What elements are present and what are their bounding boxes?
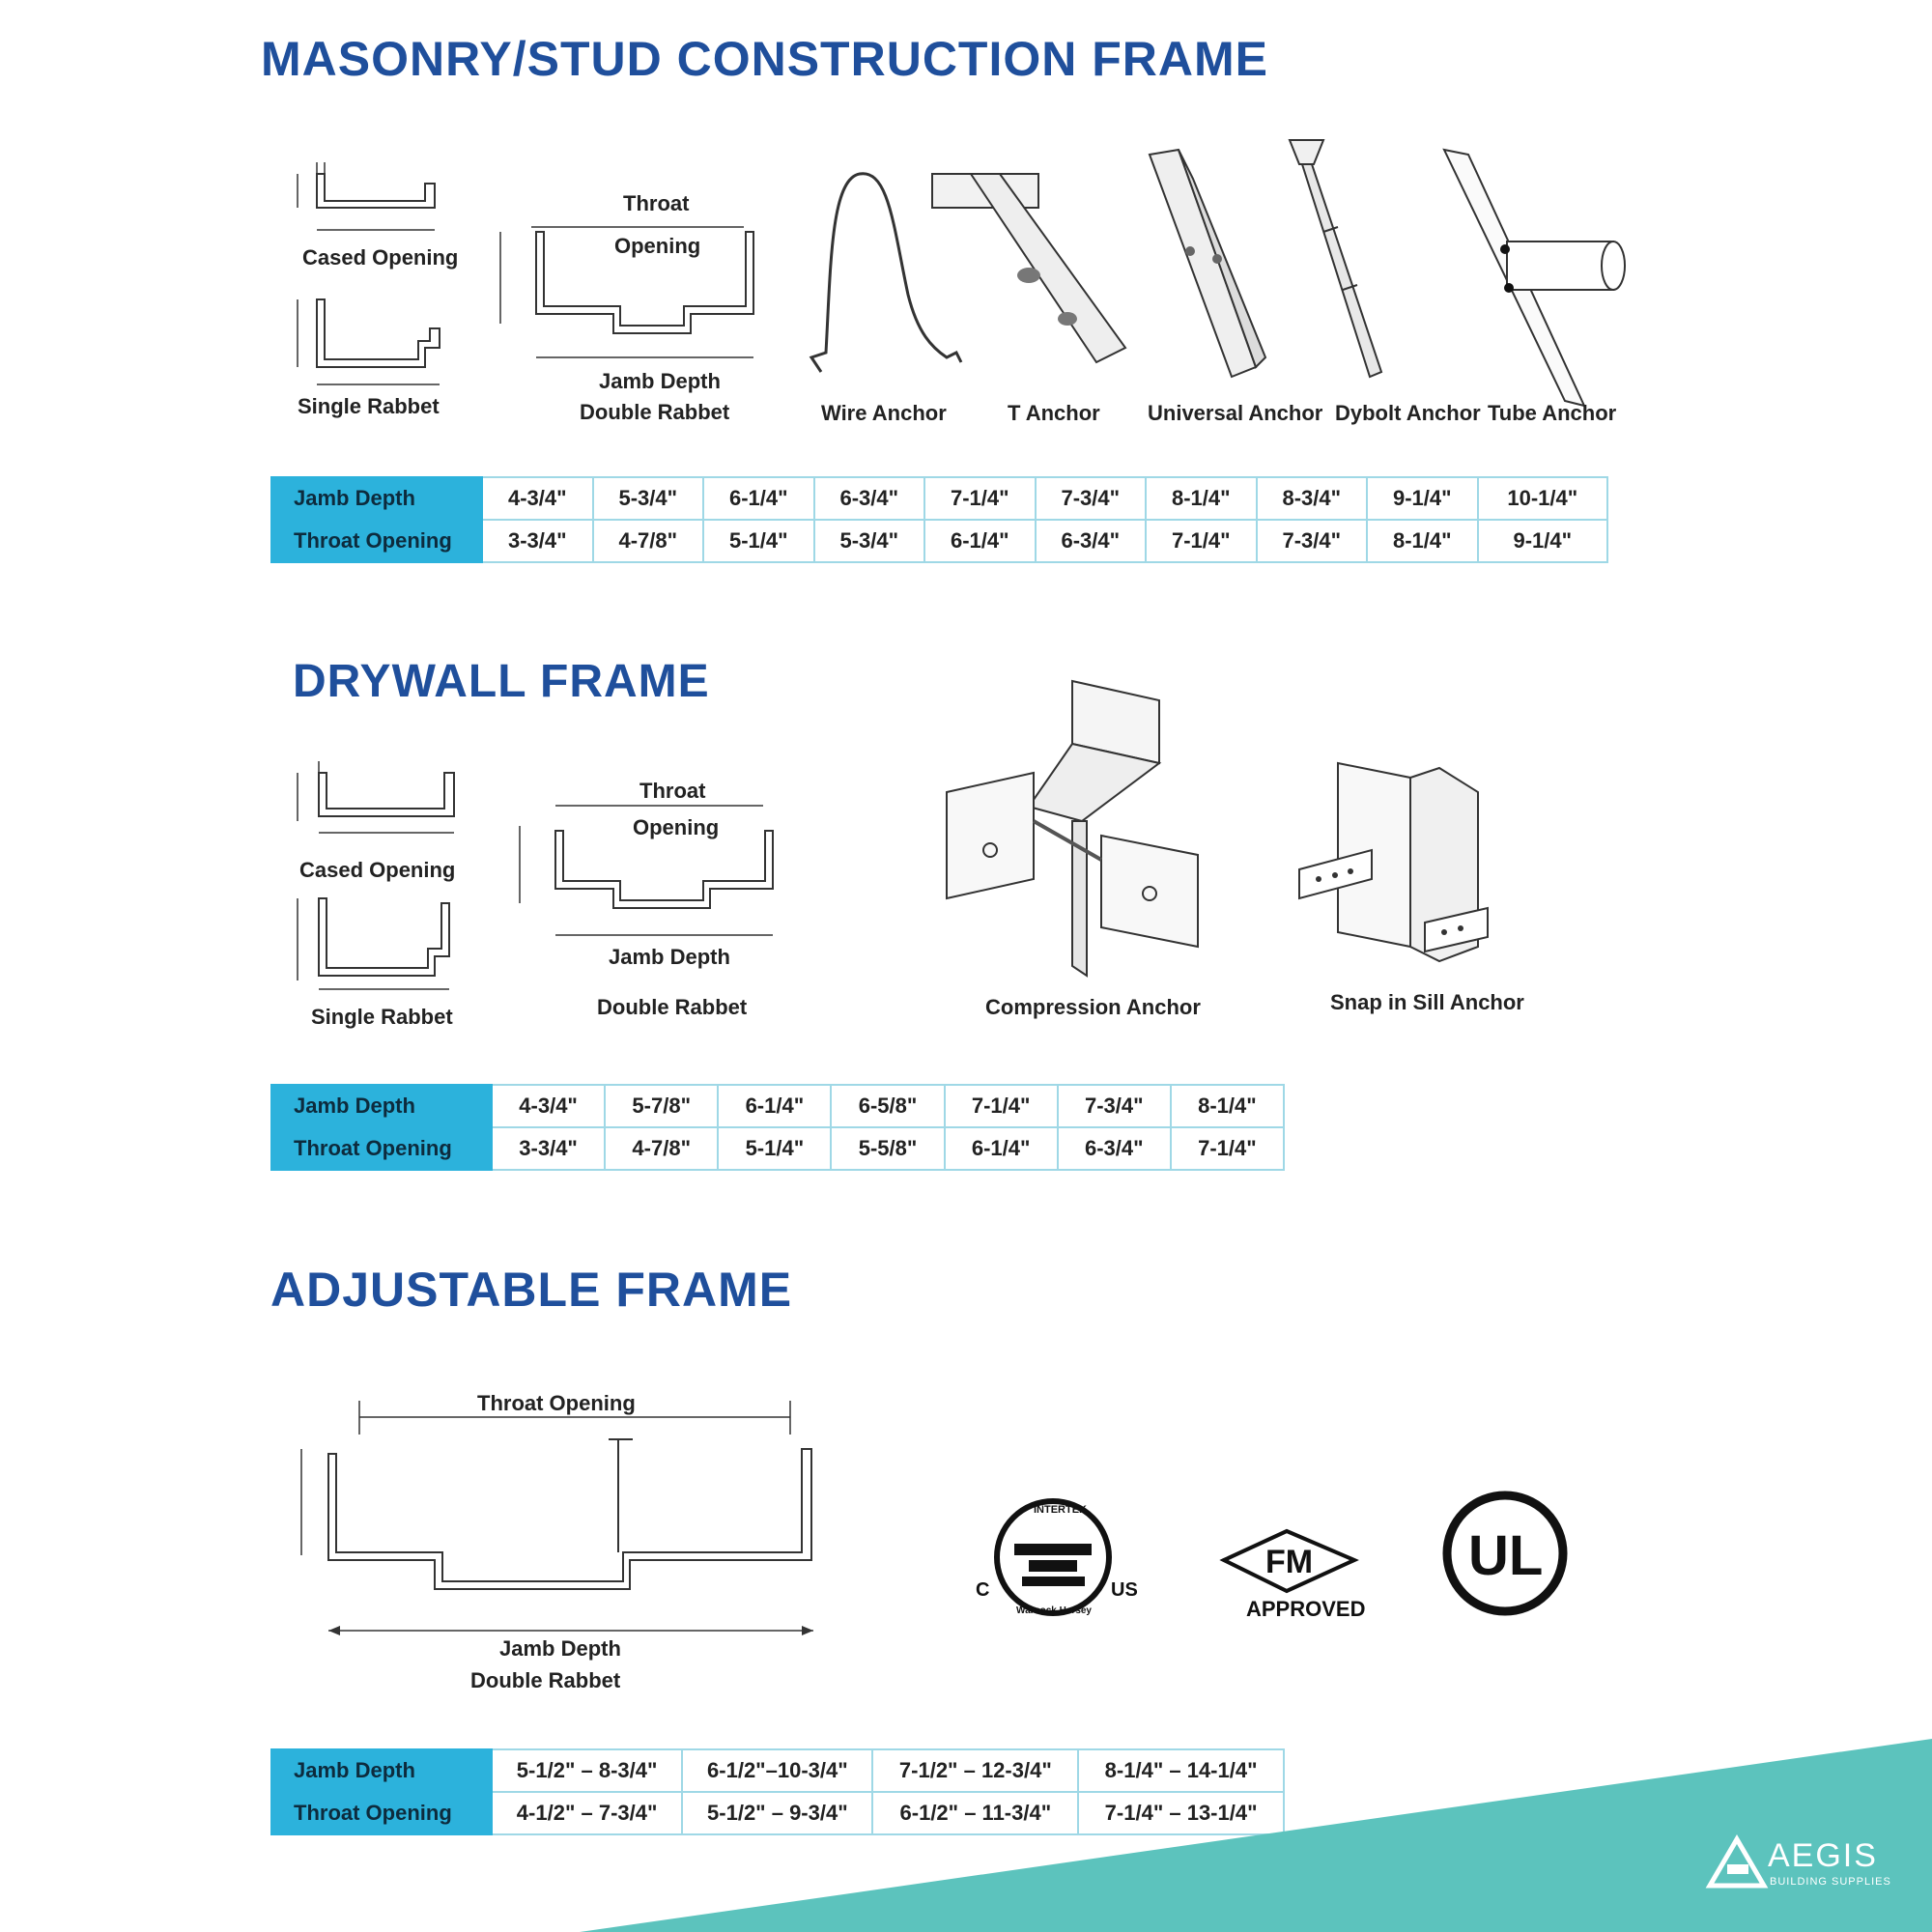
- table-cell: 5-7/8": [605, 1085, 718, 1127]
- table-cell: 5-1/4": [703, 520, 814, 562]
- table-cell: 7-3/4": [1058, 1085, 1171, 1127]
- masonry-title: MASONRY/STUD CONSTRUCTION FRAME: [261, 32, 1269, 86]
- table-cell: 7-3/4": [1036, 477, 1147, 520]
- compression-anchor-label: Compression Anchor: [985, 995, 1201, 1019]
- table-cell: 5-1/4": [718, 1127, 831, 1170]
- table-cell: 6-1/4": [703, 477, 814, 520]
- masonry-throat-label: Throat: [623, 191, 690, 215]
- t-anchor-icon: [923, 164, 1135, 377]
- intertek-us-text: US: [1111, 1579, 1138, 1601]
- table-cell: 6-3/4": [1058, 1127, 1171, 1170]
- table-cell: 4-3/4": [482, 477, 593, 520]
- throat-opening-header: Throat Opening: [271, 1127, 492, 1170]
- drywall-double-rabbet-label: Double Rabbet: [597, 995, 748, 1019]
- table-cell: 7-1/4": [1146, 520, 1257, 562]
- teal-band: [0, 1729, 1932, 1932]
- adjustable-frame-diagram: [290, 1396, 831, 1657]
- table-cell: 5-1/2" – 8-3/4": [492, 1749, 682, 1792]
- throat-opening-header: Throat Opening: [271, 520, 482, 562]
- intertek-c-text: C: [976, 1579, 990, 1601]
- table-cell: 3-3/4": [492, 1127, 605, 1170]
- drywall-spec-table: [270, 1084, 1285, 1171]
- intertek-bottom-text: Warnock Hersey: [1016, 1605, 1092, 1616]
- table-cell: 4-7/8": [593, 520, 704, 562]
- table-cell: 8-1/4" – 14-1/4": [1078, 1749, 1284, 1792]
- table-cell: 7-3/4": [1257, 520, 1368, 562]
- drywall-throat-label: Throat: [639, 779, 706, 803]
- masonry-spec-table: [270, 476, 1608, 563]
- drywall-double-rabbet-diagram: [512, 792, 792, 947]
- masonry-cased-opening-label: Cased Opening: [302, 245, 459, 270]
- table-cell: 8-3/4": [1257, 477, 1368, 520]
- table-cell: 6-1/4": [924, 520, 1036, 562]
- table-cell: 6-1/4": [718, 1085, 831, 1127]
- table-cell: 4-1/2" – 7-3/4": [492, 1792, 682, 1834]
- table-cell: 8-1/4": [1146, 477, 1257, 520]
- drywall-cased-opening-diagram: [290, 753, 464, 850]
- table-cell: 3-3/4": [482, 520, 593, 562]
- masonry-jamb-depth-label: Jamb Depth: [599, 369, 721, 393]
- masonry-opening-label: Opening: [614, 234, 701, 258]
- dybolt-anchor-icon: [1285, 135, 1391, 386]
- table-cell: 5-1/2" – 9-3/4": [682, 1792, 872, 1834]
- masonry-single-rabbet-label: Single Rabbet: [298, 394, 440, 418]
- table-cell: 6-1/2"–10-3/4": [682, 1749, 872, 1792]
- table-cell: 7-1/4" – 13-1/4": [1078, 1792, 1284, 1834]
- table-cell: 5-3/4": [593, 477, 704, 520]
- table-cell: 7-1/4": [1171, 1127, 1284, 1170]
- compression-anchor-icon: [942, 676, 1203, 985]
- adjustable-title: ADJUSTABLE FRAME: [270, 1263, 793, 1317]
- table-cell: 4-3/4": [492, 1085, 605, 1127]
- table-cell: 9-1/4": [1367, 477, 1478, 520]
- throat-opening-header: Throat Opening: [271, 1792, 492, 1834]
- table-cell: 6-3/4": [1036, 520, 1147, 562]
- brand-tagline: BUILDING SUPPLIES: [1770, 1876, 1891, 1888]
- table-cell: 7-1/4": [924, 477, 1036, 520]
- universal-anchor-icon: [1140, 145, 1265, 386]
- ul-text: UL: [1468, 1524, 1544, 1587]
- brand-logo: [1706, 1835, 1909, 1893]
- adjustable-double-rabbet-label: Double Rabbet: [470, 1668, 621, 1692]
- intertek-logo-icon: [976, 1497, 1140, 1623]
- drywall-title: DRYWALL FRAME: [293, 656, 710, 707]
- table-cell: 8-1/4": [1171, 1085, 1284, 1127]
- tube-anchor-icon: [1439, 145, 1633, 406]
- table-cell: 8-1/4": [1367, 520, 1478, 562]
- fm-text: FM: [1265, 1544, 1314, 1580]
- table-row: [271, 477, 1607, 520]
- adjustable-throat-opening-label: Throat Opening: [477, 1391, 636, 1415]
- table-row: [271, 520, 1607, 562]
- table-cell: 9-1/4": [1478, 520, 1608, 562]
- fm-approved-logo-icon: [1219, 1531, 1364, 1623]
- intertek-top-text: INTERTEK: [1034, 1504, 1087, 1516]
- table-cell: 6-1/4": [945, 1127, 1058, 1170]
- t-anchor-label: T Anchor: [1008, 401, 1100, 425]
- adjustable-jamb-depth-label: Jamb Depth: [499, 1636, 621, 1661]
- table-cell: 6-1/2" – 11-3/4": [872, 1792, 1078, 1834]
- dybolt-anchor-label: Dybolt Anchor: [1335, 401, 1481, 425]
- table-cell: 6-5/8": [831, 1085, 944, 1127]
- single-rabbet-diagram: [290, 290, 454, 396]
- table-cell: 5-5/8": [831, 1127, 944, 1170]
- jamb-depth-header: Jamb Depth: [271, 477, 482, 520]
- table-cell: 5-3/4": [814, 520, 925, 562]
- double-rabbet-diagram: [493, 217, 773, 372]
- jamb-depth-header: Jamb Depth: [271, 1749, 492, 1792]
- tube-anchor-label: Tube Anchor: [1488, 401, 1617, 425]
- snap-in-sill-anchor-label: Snap in Sill Anchor: [1330, 990, 1524, 1014]
- table-cell: 4-7/8": [605, 1127, 718, 1170]
- table-cell: 6-3/4": [814, 477, 925, 520]
- drywall-cased-opening-label: Cased Opening: [299, 858, 456, 882]
- masonry-double-rabbet-label: Double Rabbet: [580, 400, 730, 424]
- table-row: [271, 1085, 1284, 1127]
- table-cell: 7-1/4": [945, 1085, 1058, 1127]
- jamb-depth-header: Jamb Depth: [271, 1085, 492, 1127]
- table-row: [271, 1127, 1284, 1170]
- snap-in-sill-anchor-icon: [1294, 753, 1517, 976]
- cased-opening-diagram: [290, 155, 454, 242]
- drywall-single-rabbet-diagram: [290, 889, 464, 995]
- ul-logo-icon: [1439, 1488, 1575, 1623]
- table-cell: 10-1/4": [1478, 477, 1608, 520]
- table-cell: 7-1/2" – 12-3/4": [872, 1749, 1078, 1792]
- drywall-single-rabbet-label: Single Rabbet: [311, 1005, 453, 1029]
- brand-name: AEGIS: [1768, 1837, 1878, 1874]
- wire-anchor-label: Wire Anchor: [821, 401, 947, 425]
- drywall-opening-label: Opening: [633, 815, 720, 839]
- drywall-jamb-depth-label: Jamb Depth: [609, 945, 730, 969]
- fm-approved-text: APPROVED: [1246, 1597, 1366, 1621]
- universal-anchor-label: Universal Anchor: [1148, 401, 1323, 425]
- aegis-logo-icon: [1706, 1835, 1768, 1893]
